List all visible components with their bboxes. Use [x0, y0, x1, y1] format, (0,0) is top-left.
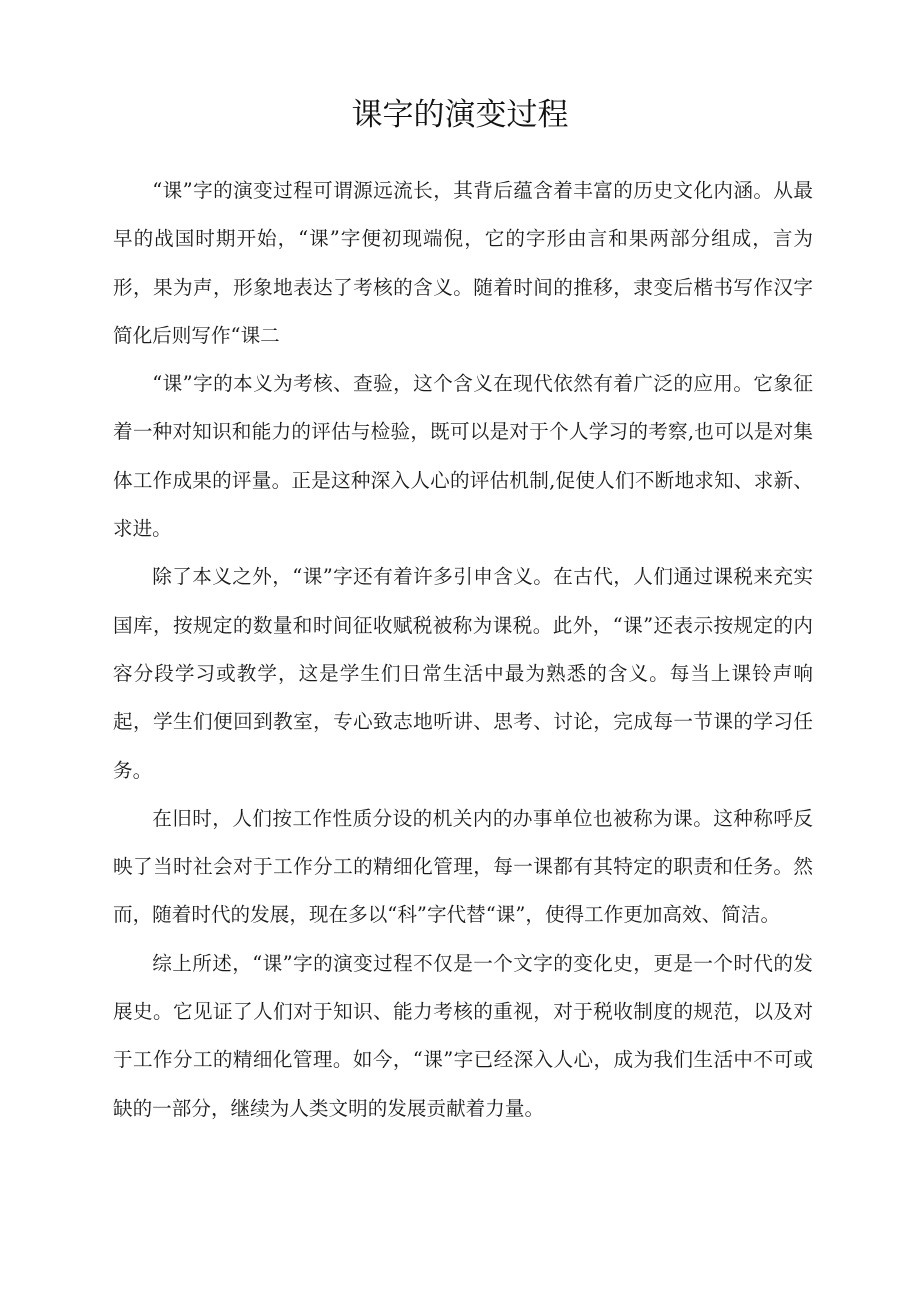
paragraph-office-unit: 在旧时，人们按工作性质分设的机关内的办事单位也被称为课。这种称呼反映了当时社会对于工作分工的精细化管理，每一课都有其特定的职责和任务。然而，随着时代的发展，现在多以“科”字代替“课”，使得工作更加高效、简洁。	[113, 806, 813, 927]
paragraph-extended-meanings: 除了本义之外，“课”字还有着许多引申含义。在古代，人们通过课税来充实国库，按规定的数量和时间征收赋税被称为课税。此外，“课”还表示按规定的内容分段学习或教学，这是学生们日常生活中最为熟悉的含义。每当上课铃声响起，学生们便回到教室，专心致志地听讲、思考、讨论，完成每一节课的学习任务。	[113, 565, 813, 782]
paragraph-original-meaning: “课”字的本义为考核、查验，这个含义在现代依然有着广泛的应用。它象征着一种对知识和能力的评估与检验，既可以是对于个人学习的考察,也可以是对集体工作成果的评量。正是这种深入人心的评估机制,促使人们不断地求知、求新、求进。	[113, 372, 813, 541]
document-body	[113, 167, 813, 1133]
document-title: 课字的演变过程	[351, 97, 569, 133]
paragraph-conclusion: 综上所述，“课”字的演变过程不仅是一个文字的变化史，更是一个时代的发展史。它见证了人们对于知识、能力考核的重视，对于税收制度的规范，以及对于工作分工的精细化管理。如今，“课”字已经深入人心，成为我们生活中不可或缺的一部分，继续为人类文明的发展贡献着力量。	[113, 951, 813, 1120]
paragraph-origin: “课”字的演变过程可谓源远流长，其背后蕴含着丰富的历史文化内涵。从最早的战国时期开始，“课”字便初现端倪，它的字形由言和果两部分组成，言为形，果为声，形象地表达了考核的含义。随着时间的推移，隶变后楷书写作汉字简化后则写作“课二	[113, 179, 813, 347]
